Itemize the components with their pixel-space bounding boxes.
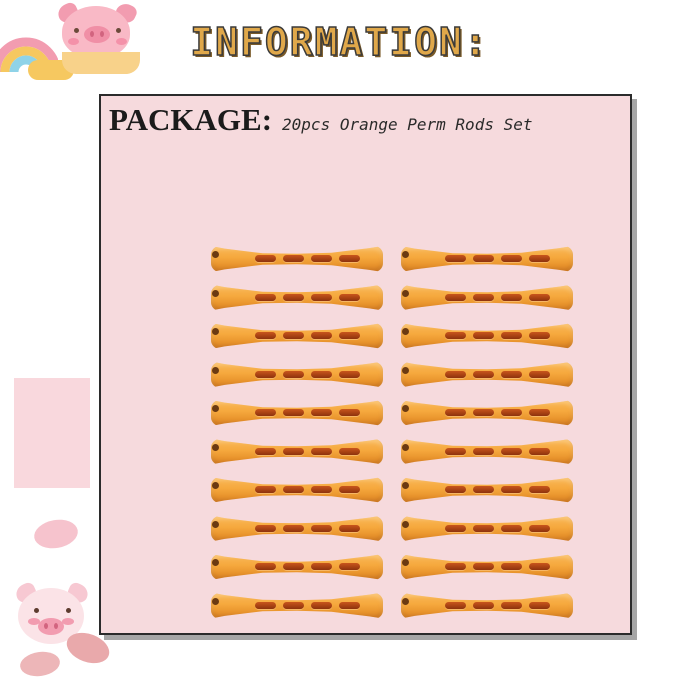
perm-rod-slot	[255, 294, 276, 301]
perm-rod-slot	[255, 409, 276, 416]
perm-rod-slot	[473, 448, 494, 455]
perm-rod-slot	[445, 525, 466, 532]
package-label: PACKAGE:	[109, 102, 273, 137]
perm-rod	[211, 400, 383, 426]
perm-rod-slot	[339, 602, 360, 609]
pink-oval-shape-1	[32, 516, 80, 551]
perm-rod-slot	[445, 332, 466, 339]
perm-rod	[211, 362, 383, 388]
perm-rod-slot	[529, 602, 550, 609]
perm-rod-end-cap	[212, 482, 219, 489]
page-title: INFORMATION:	[190, 20, 489, 64]
perm-rod	[401, 593, 573, 619]
perm-rod-slot	[283, 409, 304, 416]
perm-rod-slot	[529, 255, 550, 262]
perm-rod-slot	[501, 409, 522, 416]
perm-rod-slot	[255, 602, 276, 609]
perm-rod-end-cap	[402, 598, 409, 605]
perm-rod-slot	[339, 294, 360, 301]
perm-rod-slot	[501, 371, 522, 378]
perm-rod	[211, 323, 383, 349]
perm-rod-slot	[311, 332, 332, 339]
perm-rod-slot	[473, 525, 494, 532]
perm-rod	[401, 516, 573, 542]
perm-rod-end-cap	[402, 559, 409, 566]
perm-rod-slot	[339, 332, 360, 339]
perm-rod-slot	[339, 486, 360, 493]
perm-rod-slot	[473, 563, 494, 570]
perm-rod-slot	[339, 525, 360, 532]
pig-nostril-right-bottom	[54, 623, 58, 629]
perm-rod-slot	[283, 371, 304, 378]
perm-rod	[211, 516, 383, 542]
perm-rod-slot	[473, 486, 494, 493]
perm-rod-slot	[311, 371, 332, 378]
pig-eye-left-icon-bottom	[34, 608, 39, 613]
perm-rod-slot	[501, 563, 522, 570]
perm-rod-slot	[311, 486, 332, 493]
perm-rod-slot	[529, 563, 550, 570]
pink-block-shape	[14, 378, 90, 488]
perm-rod-slot	[283, 294, 304, 301]
perm-rod	[211, 246, 383, 272]
product-image-panel	[99, 94, 632, 635]
perm-rod	[211, 439, 383, 465]
perm-rod-slot	[311, 409, 332, 416]
perm-rod-slot	[501, 486, 522, 493]
perm-rod	[211, 593, 383, 619]
perm-rod-slot	[501, 448, 522, 455]
perm-rod	[401, 554, 573, 580]
perm-rod-slot	[529, 371, 550, 378]
perm-rod-slot	[255, 525, 276, 532]
perm-rod-slot	[501, 332, 522, 339]
perm-rod-slot	[283, 525, 304, 532]
perm-rod	[401, 400, 573, 426]
perm-rod-slot	[445, 294, 466, 301]
perm-rod-end-cap	[402, 482, 409, 489]
perm-rod-end-cap	[212, 521, 219, 528]
perm-rod	[211, 285, 383, 311]
perm-rod-end-cap	[212, 328, 219, 335]
perm-rod	[401, 323, 573, 349]
perm-rod-slot	[445, 371, 466, 378]
perm-rod-slot	[339, 371, 360, 378]
perm-rod-slot	[283, 255, 304, 262]
perm-rod-slot	[339, 409, 360, 416]
perm-rod-end-cap	[402, 521, 409, 528]
perm-rod-slot	[255, 255, 276, 262]
pig-snout-icon-bottom	[38, 618, 64, 635]
pig-blush-right-bottom	[62, 618, 74, 625]
perm-rod-slot	[311, 294, 332, 301]
perm-rod-end-cap	[402, 367, 409, 374]
pink-oval-shape-3	[19, 649, 62, 678]
perm-rod-slot	[255, 563, 276, 570]
perm-rod-end-cap	[212, 251, 219, 258]
package-caption	[109, 102, 532, 138]
perm-rod	[401, 246, 573, 272]
perm-rod	[401, 285, 573, 311]
perm-rod	[211, 554, 383, 580]
perm-rod-slot	[529, 448, 550, 455]
perm-rod-slot	[283, 448, 304, 455]
perm-rod-end-cap	[212, 367, 219, 374]
pig-nostril-left-bottom	[44, 623, 48, 629]
perm-rod-slot	[473, 294, 494, 301]
perm-rod-slot	[445, 448, 466, 455]
perm-rod-slot	[473, 332, 494, 339]
perm-rod-slot	[339, 448, 360, 455]
perm-rod-slot	[311, 563, 332, 570]
perm-rod-slot	[445, 563, 466, 570]
perm-rod-slot	[445, 486, 466, 493]
perm-rod-slot	[283, 486, 304, 493]
perm-rod-slot	[501, 255, 522, 262]
perm-rod-column-left	[211, 246, 383, 619]
perm-rod-slot	[445, 255, 466, 262]
perm-rod-slot	[501, 602, 522, 609]
perm-rod-column-right	[401, 246, 573, 619]
perm-rod-slot	[311, 255, 332, 262]
perm-rod-slot	[529, 409, 550, 416]
perm-rod	[211, 477, 383, 503]
perm-rod-slot	[473, 409, 494, 416]
perm-rod-end-cap	[402, 444, 409, 451]
perm-rod	[401, 439, 573, 465]
perm-rod-slot	[339, 255, 360, 262]
perm-rod-slot	[473, 371, 494, 378]
perm-rod-slot	[255, 332, 276, 339]
perm-rod-slot	[255, 486, 276, 493]
perm-rod-end-cap	[212, 598, 219, 605]
pig-eye-right-icon-bottom	[66, 608, 71, 613]
perm-rod-end-cap	[402, 405, 409, 412]
perm-rod	[401, 477, 573, 503]
perm-rod-end-cap	[402, 328, 409, 335]
perm-rod-slot	[255, 448, 276, 455]
perm-rod-slot	[529, 332, 550, 339]
perm-rod-slot	[529, 294, 550, 301]
perm-rod-end-cap	[402, 290, 409, 297]
perm-rod-slot	[339, 563, 360, 570]
perm-rod-slot	[473, 602, 494, 609]
perm-rod-slot	[529, 525, 550, 532]
package-value: 20pcs Orange Perm Rods Set	[282, 115, 533, 134]
perm-rod-slot	[283, 332, 304, 339]
perm-rod-slot	[311, 448, 332, 455]
perm-rod-slot	[529, 486, 550, 493]
perm-rod-end-cap	[212, 444, 219, 451]
perm-rod-end-cap	[212, 405, 219, 412]
perm-rod-slot	[473, 255, 494, 262]
perm-rod-slot	[311, 525, 332, 532]
perm-rod-slot	[311, 602, 332, 609]
perm-rod-slot	[255, 371, 276, 378]
perm-rod-slot	[501, 525, 522, 532]
perm-rod-slot	[501, 294, 522, 301]
perm-rod-slot	[283, 602, 304, 609]
perm-rod-end-cap	[212, 559, 219, 566]
perm-rod-slot	[445, 602, 466, 609]
perm-rod-slot	[445, 409, 466, 416]
perm-rod-end-cap	[212, 290, 219, 297]
perm-rod	[401, 362, 573, 388]
perm-rod-end-cap	[402, 251, 409, 258]
perm-rod-slot	[283, 563, 304, 570]
